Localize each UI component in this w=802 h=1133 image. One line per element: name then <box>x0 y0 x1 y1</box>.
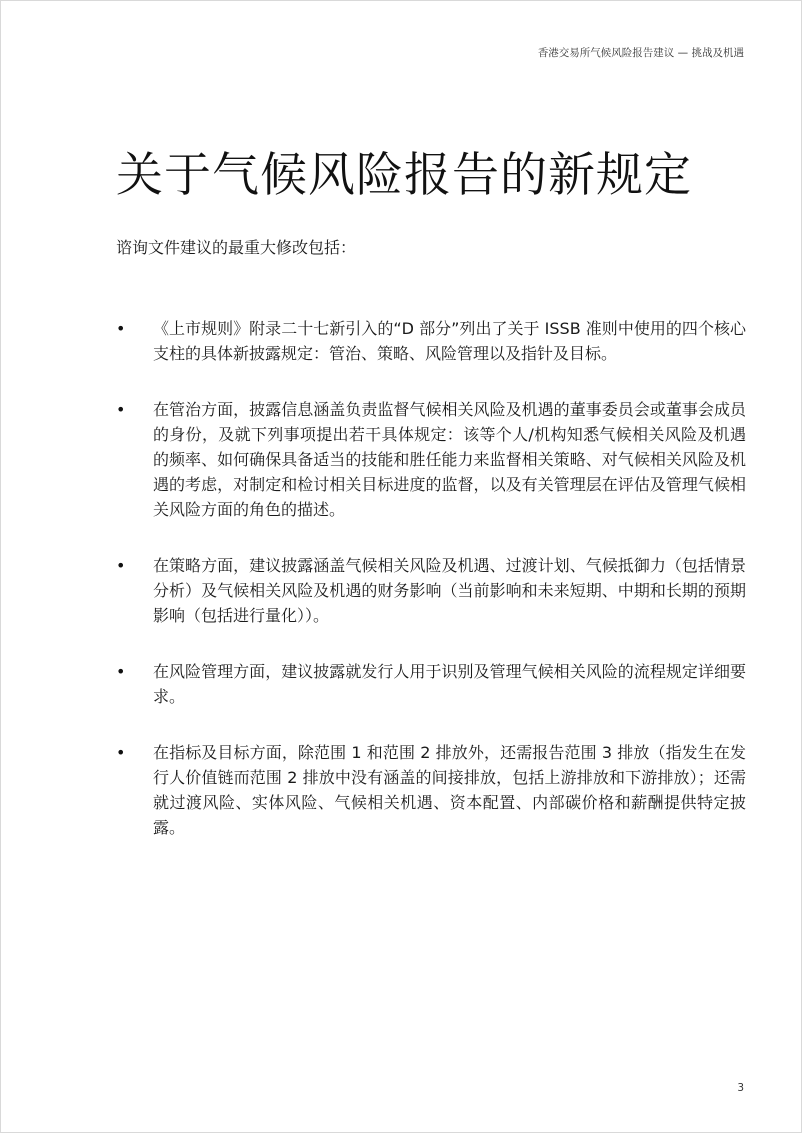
bullet-icon: • <box>116 319 126 338</box>
intro-text: 谘询文件建议的最重大修改包括： <box>116 238 357 257</box>
list-item <box>116 659 746 709</box>
bullet-text: 在策略方面，建议披露涵盖气候相关风险及机遇、过渡计划、气候抵御力（包括情景分析）及气候相关风险及机遇的财务影响（当前影响和未来短期、中期和长期的预期影响（包括进行量化））。 <box>153 556 746 625</box>
list-item <box>116 397 746 522</box>
bullet-icon: • <box>116 743 126 762</box>
running-header: 香港交易所气候风险报告建议 — 挑战及机遇 <box>537 47 744 59</box>
list-item <box>116 553 746 628</box>
bullet-icon: • <box>116 556 126 575</box>
bullet-text: 《上市规则》附录二十七新引入的“D 部分”列出了关于 ISSB 准则中使用的四个核心支柱的具体新披露规定：管治、策略、风险管理以及指针及目标。 <box>153 319 746 363</box>
bullet-text: 在指标及目标方面，除范围 1 和范围 2 排放外，还需报告范围 3 排放（指发生在发行人价值链而范围 2 排放中没有涵盖的间接排放，包括上游排放和下游排放）；还需就过渡风险、实体风险、气候相关机遇、资本配置、内部碳价格和薪酬提供特定披露。 <box>153 743 746 837</box>
list-item <box>116 316 746 366</box>
page-title: 关于气候风险报告的新规定 <box>116 148 692 203</box>
bullet-icon: • <box>116 662 126 681</box>
bullet-text: 在风险管理方面，建议披露就发行人用于识别及管理气候相关风险的流程规定详细要求。 <box>153 662 746 706</box>
page-number: 3 <box>737 1082 744 1094</box>
bullet-text: 在管治方面，披露信息涵盖负责监督气候相关风险及机遇的董事委员会或董事会成员的身份，及就下列事项提出若干具体规定：该等个人/机构知悉气候相关风险及机遇的频率、如何确保具备适当的技能和胜任能力来监督相关策略、对气候相关风险及机遇的考虑，对制定和检讨相关目标进度的监督，以及有关管理层在评估及管理气候相关风险方面的角色的描述。 <box>153 400 746 519</box>
list-item <box>116 740 746 840</box>
bullet-icon: • <box>116 400 126 419</box>
bullet-list <box>116 316 746 871</box>
